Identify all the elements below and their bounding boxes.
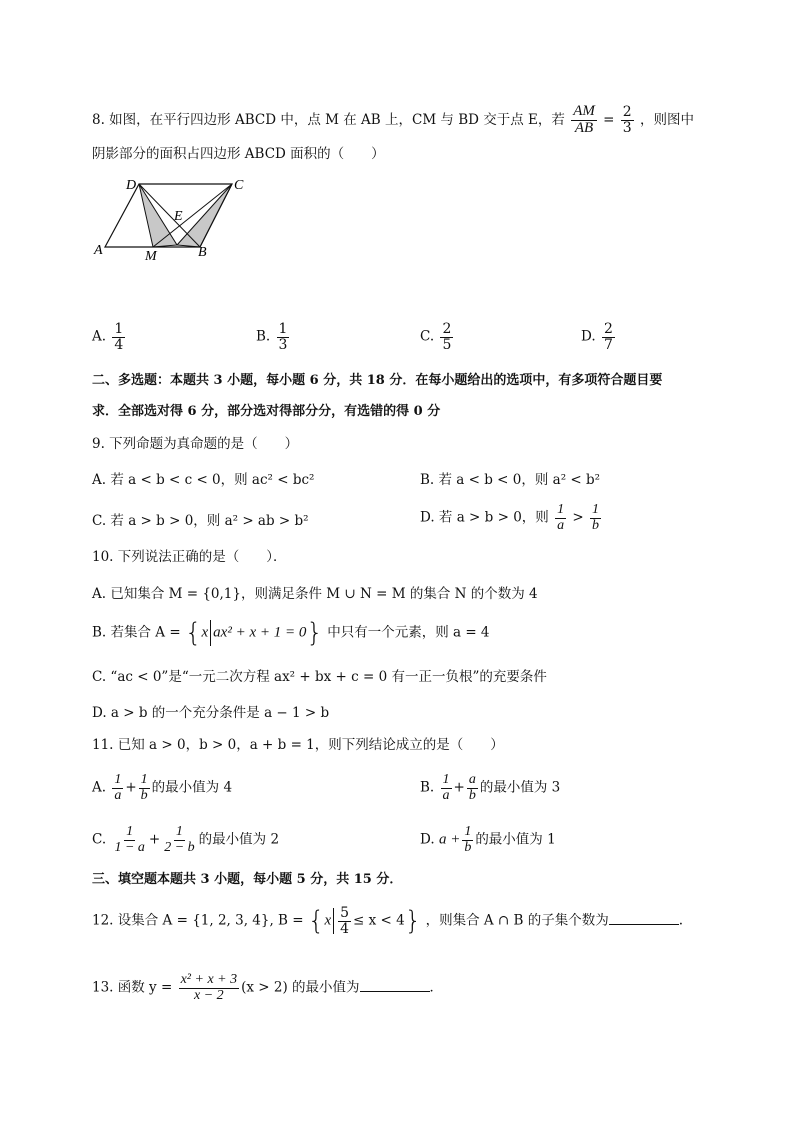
q8-stem-line2: 阴影部分的面积占四边形 ABCD 面积的（ ） [92, 146, 385, 162]
q10-option-b[interactable]: B. 若集合 A = {x ax² + x + 1 = 0} 中只有一个元素，则 a = 4 [92, 618, 490, 648]
section3-heading: 三、填空题本题共 3 小题，每小题 5 分，共 15 分． [92, 872, 403, 887]
q8-option-c[interactable]: C. $\frac{2}{5}$ [420, 321, 452, 353]
q13-answer-blank[interactable] [360, 979, 430, 992]
q8-equals: = [603, 111, 615, 128]
q11-option-b[interactable]: B. $\frac{1}{a}$ + $\frac{a}{b}$ 的最小值为 3 [420, 772, 561, 803]
q11-option-c[interactable]: C. $\frac{1}{1 - a}$ + $\frac{1}{2 - b}$ 的最小值为 2 [92, 824, 280, 855]
section2-heading-line1: 二、多选题：本题共 3 小题，每小题 6 分，共 18 分．在每小题给出的选项中，有多项符合题目要 [92, 373, 663, 388]
q10-option-d[interactable]: D. a > b 的一个充分条件是 a − 1 > b [92, 705, 330, 721]
q11-option-d[interactable]: D. a + $\frac{1}{b}$ 的最小值为 1 [420, 824, 556, 855]
label-b: B [198, 245, 207, 260]
label-e: E [174, 209, 183, 224]
q10-stem: 10. 下列说法正确的是（ ）． [92, 549, 287, 565]
section2-heading-line2: 求．全部选对得 6 分，部分选对得部分分，有选错的得 0 分 [92, 404, 441, 419]
q9-option-d[interactable]: D. 若 a > b > 0，则 $\frac{1}{a}$ > $\frac{1}{b}$ [420, 502, 599, 533]
q8-option-a[interactable]: A. $\frac{1}{4}$ [92, 321, 124, 353]
q8-option-d[interactable]: D. $\frac{2}{7}$ [581, 321, 613, 353]
q11-option-a[interactable]: A. $\frac{1}{a}$ + $\frac{1}{b}$ 的最小值为 4 [92, 772, 233, 803]
q12-answer-blank[interactable] [609, 912, 679, 925]
q8-ratio-fraction: $\frac{AM}{AB}$ [573, 103, 595, 136]
label-m: M [145, 249, 157, 262]
q9-stem: 9. 下列命题为真命题的是（ ） [92, 436, 299, 452]
q8-option-b[interactable]: B. $\frac{1}{3}$ [256, 321, 288, 353]
q12-stem: 12. 设集合 A = {1, 2, 3, 4}, B = {x $\frac{5}{4}$ ≤ x < 4} ，则集合 A ∩ B 的子集个数为 . [92, 905, 684, 937]
label-c: C [234, 178, 244, 193]
q9-option-b[interactable]: B. 若 a < b < 0，则 a² < b² [420, 472, 601, 488]
q8-stem-tail: ，则图中 [640, 111, 694, 128]
q11-stem: 11. 已知 a > 0，b > 0，a + b = 1，则下列结论成立的是（ ） [92, 737, 504, 753]
q13-stem: 13. 函数 y = $\frac{\text{x² + x + 3}}{x - 2}$ (x > 2) 的最小值为 ． [92, 972, 444, 1003]
q8-parallelogram-figure [92, 172, 252, 262]
q9-option-a[interactable]: A. 若 a < b < c < 0，则 ac² < bc² [92, 472, 315, 488]
q8-stem-line1 [92, 104, 694, 137]
q10-option-a[interactable]: A. 已知集合 M = {0,1}，则满足条件 M ∪ N = M 的集合 N 的个数为 4 [92, 586, 538, 602]
q10-option-c[interactable]: C. “ac < 0”是“一元二次方程 ax² + bx + c = 0 有一正一负根”的充要条件 [92, 669, 547, 685]
label-a: A [94, 243, 103, 258]
shaded-triangle-dme [139, 184, 177, 247]
label-d: D [126, 178, 137, 193]
q8-ratio-value: $\frac{2}{3}$ [622, 104, 632, 136]
q9-option-c[interactable]: C. 若 a > b > 0，则 a² > ab > b² [92, 513, 309, 529]
q8-stem-text: 8. 如图，在平行四边形 ABCD 中，点 M 在 AB 上，CM 与 BD 交于点 E，若 [92, 111, 565, 128]
